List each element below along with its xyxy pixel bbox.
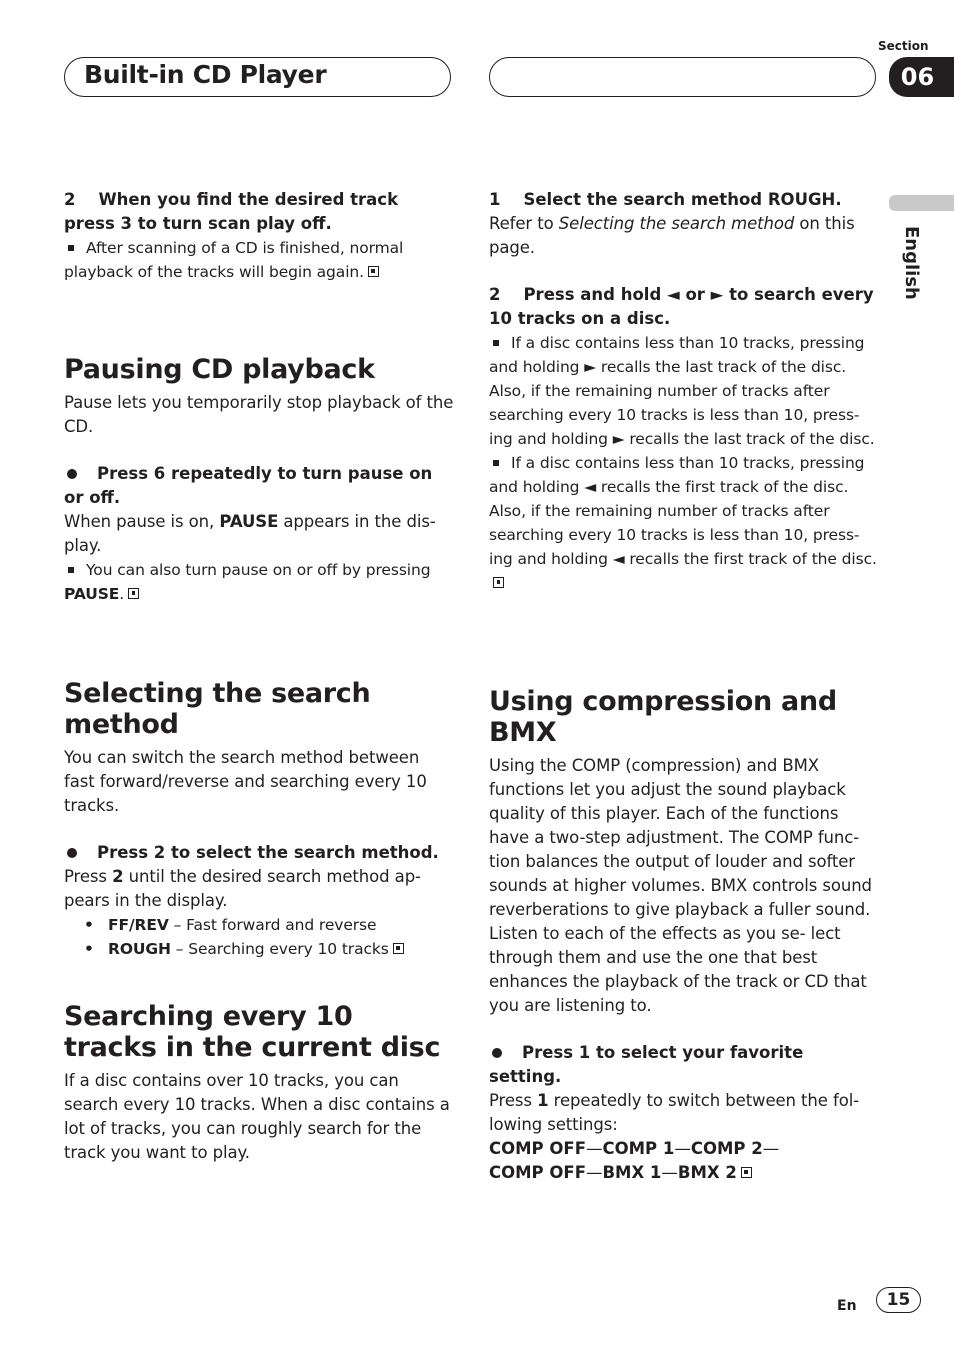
note-text: You can also turn pause on or off by pressing: [86, 561, 431, 579]
option-item: [84, 937, 454, 961]
setting-comp-off: COMP OFF: [489, 1163, 586, 1182]
searching-section: [64, 1001, 454, 1165]
separator: —: [585, 1139, 603, 1158]
language-tab: [889, 195, 954, 211]
display-text-pause: PAUSE: [219, 512, 279, 531]
step-2-note-1: [489, 331, 877, 451]
separator: —: [661, 1163, 678, 1182]
footer-language: En: [837, 1298, 857, 1314]
body-text: until the desired search method ap- pears in the display.: [64, 867, 421, 910]
section-label: Section: [878, 39, 929, 53]
compression-body: [489, 1089, 877, 1137]
separator: —: [762, 1139, 780, 1158]
step-2-heading: [64, 188, 454, 236]
selecting-intro: You can switch the search method between fast forward/reverse and searching every 10 tracks.: [64, 748, 427, 815]
body-text: repeatedly to switch between the fol- lowing settings:: [489, 1091, 860, 1134]
end-mark-icon: [393, 943, 404, 954]
selecting-section: [64, 678, 454, 961]
step-number: 2: [489, 285, 501, 304]
key-label: 2: [112, 867, 124, 886]
step-number: 1: [489, 190, 501, 209]
header-right-frame: [489, 57, 876, 97]
pausing-intro: Pause lets you temporarily stop playback of the CD.: [64, 393, 454, 436]
compression-intro: Using the COMP (compression) and BMX functions let you adjust the sound playback quality of this player. Each of the functions have a two-step adjustment. The COMP func- tion balances the output of louder and softer sounds at higher volumes. BMX controls sound reverberations to give playback a fuller sound. Listen to each of the effects as you se- lect through them and use the one that best enhances the playback of the track or CD that you are listening to.: [489, 756, 872, 1015]
body-text: When pause is on,: [64, 512, 215, 531]
note-text: If a disc contains less than 10 tracks, pressing and holding ► recalls the last track of the disc. Also, if the remaining number of tracks after searching every 10 tracks is less than 10, press- ing and holding ► recalls the last track of the disc.: [489, 334, 875, 448]
note-text: If a disc contains less than 10 tracks, pressing and holding ◄ recalls the first track of the disc. Also, if the remaining number of tracks after searching every 10 tracks is less than 10, press- ing and holding ◄ recalls the first track of the disc.: [489, 454, 877, 568]
setting-comp-2: COMP 2: [690, 1139, 763, 1158]
body-text: appears in the dis- play.: [64, 512, 436, 555]
note-text: .: [119, 585, 125, 603]
end-mark-icon: [741, 1167, 752, 1178]
body-text: Press: [64, 867, 107, 886]
setting-bmx-1: BMX 1: [602, 1163, 662, 1182]
note-square-icon: [493, 460, 499, 466]
bullet-icon: •: [84, 940, 94, 958]
section-heading-searching: Searching every 10 tracks in the current disc: [64, 1001, 441, 1063]
page-number: 15: [876, 1287, 921, 1313]
selecting-body: [64, 865, 454, 913]
instruction-text: Press 1 to select your favorite setting.: [489, 1043, 804, 1086]
page-title: Built-in CD Player: [84, 60, 327, 89]
body-text: on this page.: [489, 214, 855, 257]
option-desc: – Fast forward and reverse: [173, 916, 377, 934]
step-text: When you find the desired track press 3 to turn scan play off.: [64, 190, 399, 233]
note-square-icon: [493, 340, 499, 346]
pausing-body: [64, 510, 454, 558]
step-2-note: [64, 236, 454, 284]
section-number-badge: 06: [889, 57, 954, 97]
option-label: FF/REV: [108, 916, 169, 934]
instruction-text: Press 6 repeatedly to turn pause on or off.: [64, 464, 433, 507]
note-square-icon: [68, 245, 74, 251]
settings-sequence-line-1: [489, 1137, 877, 1161]
bullet-dot-icon: [67, 848, 77, 858]
pausing-instruction: [64, 462, 454, 510]
setting-bmx-2: BMX 2: [677, 1163, 737, 1182]
bullet-icon: •: [84, 916, 94, 934]
step-number: 2: [64, 190, 76, 209]
step-1-body: [489, 212, 877, 260]
step-text: Select the search method ROUGH.: [523, 190, 842, 209]
compression-section: [489, 686, 877, 1185]
option-label: ROUGH: [108, 940, 171, 958]
setting-comp-1: COMP 1: [602, 1139, 675, 1158]
option-desc: – Searching every 10 tracks: [175, 940, 389, 958]
step-2-heading: [489, 283, 877, 331]
searching-intro: If a disc contains over 10 tracks, you can search every 10 tracks. When a disc contains a lot of tracks, you can roughly search for the track you want to play.: [64, 1071, 450, 1162]
section-heading-compression: Using compression and BMX: [489, 686, 837, 748]
language-tab-label: English: [901, 226, 922, 300]
settings-sequence-line-2: [489, 1161, 877, 1185]
instruction-text: Press 2 to select the search method.: [97, 843, 439, 862]
step-1-heading: [489, 188, 877, 212]
separator: —: [585, 1163, 603, 1182]
compression-instruction: [489, 1041, 877, 1089]
left-column: [64, 188, 454, 284]
selecting-instruction: [64, 841, 454, 865]
end-mark-icon: [128, 588, 139, 599]
cross-reference: Selecting the search method: [558, 214, 795, 233]
setting-comp-off: COMP OFF: [489, 1139, 586, 1158]
display-text-pause: PAUSE: [64, 585, 120, 603]
body-text: Refer to: [489, 214, 554, 233]
key-label: 1: [537, 1091, 549, 1110]
bullet-dot-icon: [492, 1048, 502, 1058]
step-2-note-2: [489, 451, 877, 595]
note-square-icon: [68, 567, 74, 573]
section-heading-selecting: Selecting the search method: [64, 678, 371, 740]
note-text: After scanning of a CD is finished, normal playback of the tracks will begin again.: [64, 239, 404, 281]
option-item: [84, 913, 454, 937]
step-text: Press and hold ◄ or ► to search every 10 tracks on a disc.: [489, 285, 874, 328]
bullet-dot-icon: [67, 469, 77, 479]
pausing-section: [64, 354, 454, 606]
right-column: [489, 188, 877, 595]
end-mark-icon: [493, 577, 504, 588]
pausing-note: [64, 558, 454, 606]
section-heading-pausing: Pausing CD playback: [64, 354, 375, 385]
body-text: Press: [489, 1091, 532, 1110]
end-mark-icon: [368, 266, 379, 277]
separator: —: [674, 1139, 691, 1158]
